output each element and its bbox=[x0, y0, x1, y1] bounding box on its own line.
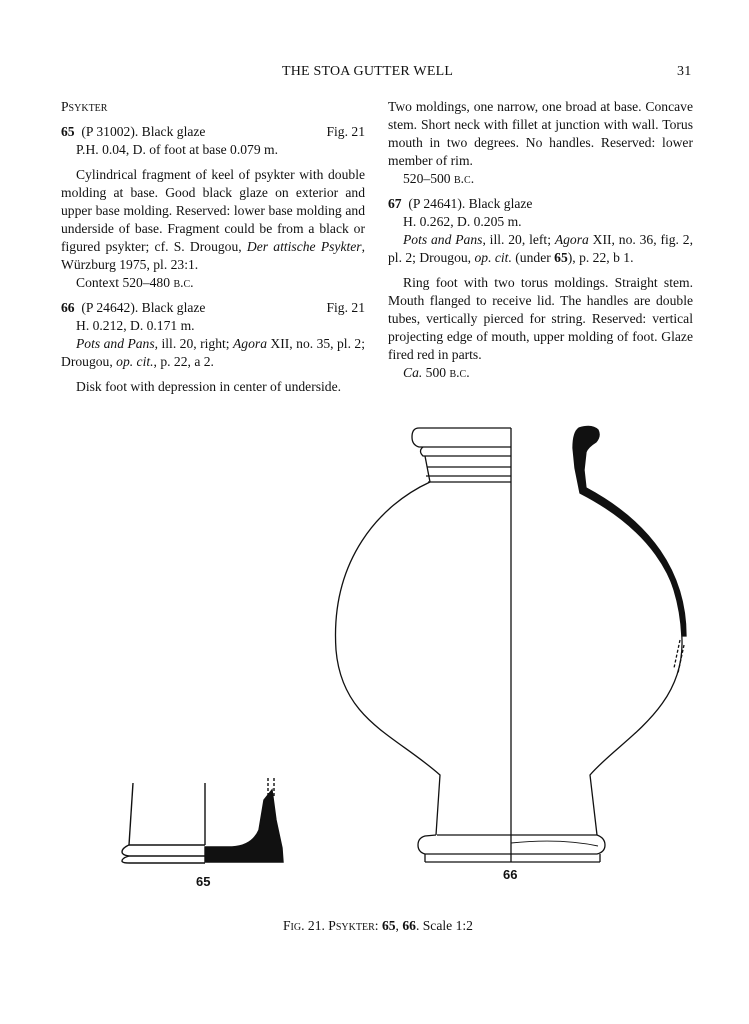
entry-66-fig-ref: Fig. 21 bbox=[326, 300, 365, 315]
entry-66-inventory: (P 24642). Black glaze bbox=[81, 300, 206, 315]
figure-caption: Fig. 21. Psykter: 65, 66. Scale 1:2 bbox=[283, 918, 473, 933]
figure-label-66: 66 bbox=[503, 867, 518, 882]
entry-66-dimensions: H. 0.212, D. 0.171 m. bbox=[76, 318, 195, 333]
entry-66-date: 520–500 b.c. bbox=[403, 171, 475, 186]
entry-66-number: 66 bbox=[61, 300, 75, 315]
drawing-66 bbox=[336, 426, 686, 862]
entry-67-date: Ca. 500 b.c. bbox=[403, 365, 470, 380]
entry-67-dimensions: H. 0.262, D. 0.205 m. bbox=[403, 214, 522, 229]
page-number: 31 bbox=[677, 64, 692, 79]
entry-65-dimensions: P.H. 0.04, D. of foot at base 0.079 m. bbox=[76, 142, 279, 157]
drawing-65 bbox=[122, 778, 283, 863]
figure-label-65: 65 bbox=[196, 874, 211, 889]
entry-65-fig-ref: Fig. 21 bbox=[326, 124, 365, 139]
section-title: Psykter bbox=[61, 99, 108, 114]
entry-67-references: Pots and Pans, ill. 20, left; Agora XII, no. 36, fig. 2, pl. 2; Drougou, op. cit. (under 65), p. 22, b 1. bbox=[388, 232, 693, 265]
running-header-title: THE STOA GUTTER WELL bbox=[282, 64, 454, 79]
entry-67-inventory: (P 24641). Black glaze bbox=[408, 196, 533, 211]
entry-67-number: 67 bbox=[388, 196, 402, 211]
entry-67-description: Ring foot with two torus moldings. Straight stem. Mouth flanged to receive lid. The handles are double tubes, vertically pierced for string. Reserved: vertical projecting edge of mouth, upper molding of foot. Glaze fired red in parts. bbox=[388, 275, 693, 362]
entry-65-number: 65 bbox=[61, 124, 75, 139]
entry-66-description: Disk foot with depression in center of underside. bbox=[76, 379, 342, 394]
entry-66-description-cont: Two moldings, one narrow, one broad at base. Concave stem. Short neck with fillet at junction with wall. Torus mouth in two degrees. No handles. Reserved: lower member of rim. bbox=[388, 99, 693, 168]
entry-65-context: Context 520–480 b.c. bbox=[76, 275, 194, 290]
entry-66-references: Pots and Pans, ill. 20, right; Agora XII, no. 35, pl. 2; Drougou, op. cit., p. 22, a 2. bbox=[61, 336, 366, 369]
entry-65-description: Cylindrical fragment of keel of psykter with double molding at base. Good black glaze on exterior and upper base molding. Reserved: lower base molding and underside of base. Fragment could be from a black or figured psykter; cf. S. Drougou, Der attische Psykter, Würzburg 1975, pl. 23:1. bbox=[61, 167, 365, 272]
entry-65-inventory: (P 31002). Black glaze bbox=[81, 124, 206, 139]
